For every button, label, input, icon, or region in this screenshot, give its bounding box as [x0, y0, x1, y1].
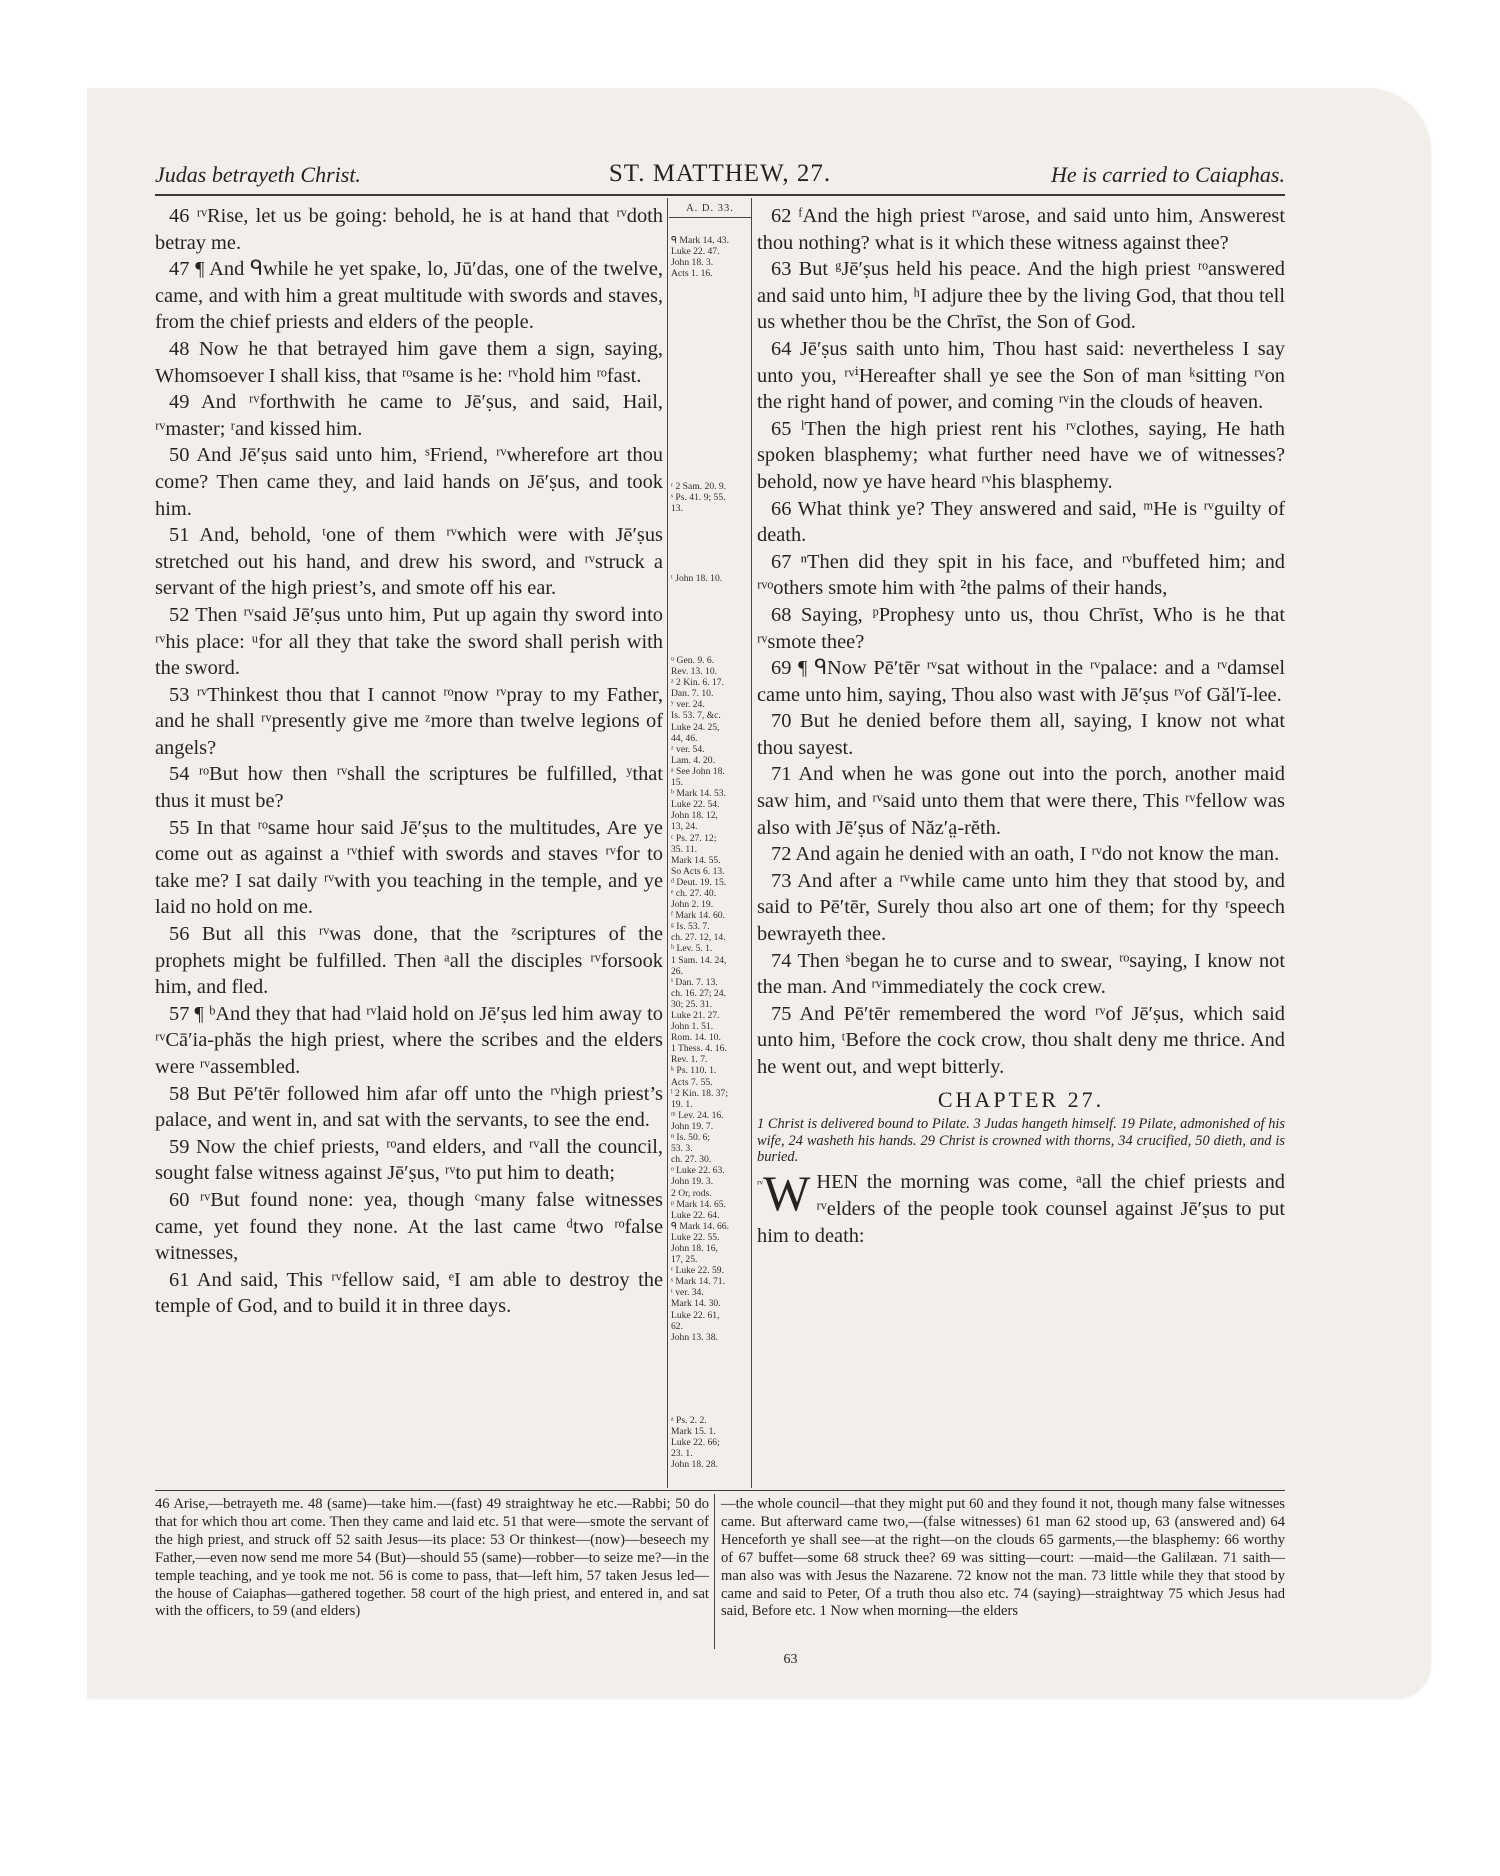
margin-reference: ʳ Luke 22. 59.: [671, 1265, 724, 1277]
verse: 47 ¶ And ᑫwhile he yet spake, lo, Jū′das, one of the twelve, came, and with him a great multitude with swords and staves, from the chief priests and elders of the people.: [155, 258, 663, 334]
verse: 61 And said, This ʳᵛfellow said, ᵉI am able to destroy the temple of God, and to build it in three days.: [155, 1268, 663, 1318]
margin-reference: ᶜ Ps. 27. 12;: [671, 832, 717, 844]
chapter-summary: 1 Christ is delivered bound to Pilate. 3 Judas hangeth himself. 19 Pilate, admonished of his wife, 24 washeth his hands. 29 Christ is crowned with thorns, 34 crucified, 50 dieth, and is buried.: [757, 1116, 1285, 1165]
margin-reference: John 19. 7.: [671, 1120, 714, 1132]
ref-group-4: [671, 655, 751, 1343]
verse: 75 And Pē′tēr remembered the word ʳᵛof Jē′ṣus, which said unto him, ᵗBefore the cock crow, thou shalt deny me thrice. And he went out, and wept bitterly.: [757, 1002, 1285, 1078]
margin-reference: Rev. 1. 7.: [671, 1054, 708, 1066]
margin-reference: 13.: [671, 503, 683, 515]
verse: 64 Jē′ṣus saith unto him, Thou hast said: nevertheless I say unto you, ʳᵛⁱHereafter shall ye see the Son of man ᵏsitting ʳᵛon the right hand of power, and coming ʳᵛin the clouds of heaven.: [757, 337, 1285, 414]
column-rule-left: [667, 198, 668, 1488]
running-head: [155, 162, 1285, 198]
verse: 67 ⁿThen did they spit in his face, and ʳᵛbuffeted him; and ʳᵛᵒothers smote him with ²the palms of their hands,: [757, 550, 1285, 600]
verse: 52 Then ʳᵛsaid Jē′ṣus unto him, Put up again thy sword into ʳᵛhis place: ᵘfor all they that take the sword shall perish with the sword.: [155, 603, 663, 680]
margin-reference: John 13. 38.: [671, 1331, 718, 1343]
margin-reference: ch. 27. 12, 14.: [671, 932, 726, 944]
margin-reference: ᵗ John 18. 10.: [671, 573, 723, 584]
margin-reference: Is. 53. 7, &c.: [671, 710, 721, 722]
margin-reference: ⁿ Is. 50. 6;: [671, 1132, 710, 1144]
verse: 57 ¶ ᵇAnd they that had ʳᵛlaid hold on Jē′ṣus led him away to ʳᵛCā′ia-phăs the high priest, where the scribes and the elders were ʳᵛassembled.: [155, 1002, 663, 1078]
margin-reference: ᑫ Mark 14. 43.: [671, 235, 729, 246]
header-right: He is carried to Caiaphas.: [1050, 162, 1285, 187]
margin-reference: ᶻ ver. 54.: [671, 743, 705, 755]
margin-reference: John 2. 19.: [671, 899, 714, 911]
margin-reference: ch. 27. 30.: [671, 1154, 712, 1166]
column-rule-right: [751, 198, 752, 1488]
margin-reference: ᵇ Mark 14. 53.: [671, 788, 726, 800]
verse: 50 And Jē′ṣus said unto him, ˢFriend, ʳᵛwherefore art thou come? Then came they, and laid hands on Jē′ṣus, and took him.: [155, 444, 663, 520]
verse: 62 ᶠAnd the high priest ʳᵛarose, and said unto him, Answerest thou nothing? what is it which these witness against thee?: [757, 205, 1285, 254]
margin-reference: John 19. 3.: [671, 1176, 714, 1188]
margin-reference: ᶻ 2 Kin. 6. 17.: [671, 677, 724, 689]
margin-reference: ᵏ Ps. 110. 1.: [671, 1065, 717, 1077]
header-left: Judas betrayeth Christ.: [155, 162, 361, 187]
margin-reference: 44, 46.: [671, 732, 698, 744]
margin-reference: Luke 21. 27.: [671, 1010, 720, 1021]
margin-reference: 1 Sam. 14. 24,: [671, 954, 727, 966]
ref-group-5: [671, 1415, 751, 1470]
verse: 59 Now the chief priests, ʳᵒand elders, and ʳᵛall the council, sought false witness against Jē′ṣus, ʳᵛto put him to death;: [155, 1135, 663, 1185]
margin-reference: John 18. 28.: [671, 1459, 718, 1471]
margin-reference: ᑫ Mark 14. 66.: [671, 1220, 729, 1232]
verse: 65 ˡThen the high priest rent his ʳᵛclothes, saying, He hath spoken blasphemy; what further need have we of witnesses? behold, now ye have heard ʳᵛhis blasphemy.: [757, 417, 1285, 493]
footnotes-right: —the whole council—that they might put 60 and they found it not, though many false witnesses came. But afterward came two,—(false witnesses) 61 man 62 stood up, 63 (answered and) 64 Henceforth ye shall see—at the right—on the clouds 65 garments,—the blasphemy: 66 worthy of 67 buffet—some 68 struck thee? 69 was sitting—court: —maid—the Galilæan. 71 saith—man also was with Jesus the Nazarene. 72 know not the man. 73 little while they that stood by came and said to Peter, Of a truth thou also etc. 74 (saying)—straightway 75 which Jesus had said, Before etc. 1 Now when morning—the elders: [721, 1496, 1285, 1620]
verse: 48 Now he that betrayed him gave them a sign, saying, Whomsoever I shall kiss, that ʳᵒsame is he: ʳᵛhold him ʳᵒfast.: [155, 337, 663, 387]
margin-reference: Luke 22. 66;: [671, 1437, 720, 1449]
margin-reference: 17, 25.: [671, 1254, 698, 1266]
dropcap-letter: W: [763, 1165, 811, 1222]
margin-reference: ᵉ ch. 27. 40.: [671, 887, 717, 899]
verse: 74 Then ˢbegan he to curse and to swear, ʳᵒsaying, I know not the man. And ʳᵛimmediately the cock crew.: [757, 949, 1285, 999]
margin-reference: 53. 3.: [671, 1143, 693, 1155]
margin-reference: Mark 14. 55.: [671, 854, 721, 866]
margin-reference: 15.: [671, 777, 683, 789]
first-verse-text: HEN the morning was come, ᵃall the chief priests and ʳᵛelders of the people took counsel against Jē′ṣus to put him to death:: [757, 1171, 1285, 1247]
verse: 46 ʳᵛRise, let us be going: behold, he is at hand that ʳᵛdoth betray me.: [155, 205, 663, 254]
footnotes-left: 46 Arise,—betrayeth me. 48 (same)—take him.—(fast) 49 straightway he etc.—Rabbi; 50 do that for which thou art come. Then they came and laid etc. 51 that were—smote the servant of the high priest, and struck off 52 saith Jesus—its place: 53 Or thinkest—(now)—beseech my Father,—even now send me more 54 (But)—should 55 (same)—robber—to seize me?—in the temple teaching, and ye took me not. 56 is come to pass, that—left him, 57 taken Jesus led—the house of Caiaphas—gathered together. 58 court of the high priest, and entered in, and sat with the officers, to 59 (and elders): [155, 1496, 709, 1620]
verse: 51 And, behold, ᵗone of them ʳᵛwhich were with Jē′ṣus stretched out his hand, and drew his sword, and ʳᵛstruck a servant of the high priest’s, and smote off his ear.: [155, 524, 663, 600]
margin-reference: ᵒ Luke 22. 63.: [671, 1165, 725, 1177]
verse: 49 And ʳᵛforthwith he came to Jē′ṣus, and said, Hail, ʳᵛmaster; ʳand kissed him.: [155, 391, 663, 440]
margin-reference: ᵃ See John 18.: [671, 765, 725, 777]
book-page: [87, 88, 1430, 1698]
ref-group-3: [671, 573, 751, 584]
verse: 72 And again he denied with an oath, I ʳᵛdo not know the man.: [771, 843, 1280, 866]
margin-reference: ʳ 2 Sam. 20. 9.: [671, 481, 727, 492]
verse: 70 But he denied before them all, saying, I know not what thou sayest.: [757, 710, 1285, 759]
header-rule: [155, 194, 1285, 196]
year-label: A. D. 33.: [669, 203, 751, 218]
margin-reference: Acts 7. 55.: [671, 1076, 713, 1088]
margin-reference: Acts 1. 16.: [671, 268, 713, 280]
verse: 55 In that ʳᵒsame hour said Jē′ṣus to the multitudes, Are ye come out as against a ʳᵛthief with swords and staves ʳᵛfor to take me? I sat daily ʳᵛwith you teaching in the temple, and ye laid no hold on me.: [155, 816, 663, 919]
header-center-title: ST. MATTHEW, 27.: [608, 160, 832, 187]
margin-reference: 1 Thess. 4. 16.: [671, 1043, 727, 1055]
verse: 60 ʳᵛBut found none: yea, though ᶜmany false witnesses came, yet found they none. At the last came ᵈtwo ʳᵒfalse witnesses,: [155, 1188, 663, 1265]
margin-reference: 23. 1.: [671, 1448, 693, 1460]
margin-reference: Luke 22. 61,: [671, 1309, 720, 1321]
margin-reference: 2 Or, rods.: [671, 1187, 712, 1199]
margin-reference: ʸ ver. 24.: [671, 699, 705, 711]
margin-reference: ᵃ Ps. 2. 2.: [671, 1415, 707, 1426]
margin-reference: 26.: [671, 965, 683, 977]
footnote-rule: [155, 1490, 1285, 1491]
margin-reference: Lam. 4. 20.: [671, 754, 715, 766]
verse: 63 But ᵍJē′ṣus held his peace. And the high priest ʳᵒanswered and said unto him, ʰI adjure thee by the living God, that thou tell us whether thou be the Chrīst, the Son of God.: [757, 258, 1285, 334]
margin-reference: Mark 14. 30.: [671, 1298, 721, 1310]
left-text-column: [155, 203, 663, 1320]
verse: 53 ʳᵛThinkest thou that I cannot ʳᵒnow ʳᵛpray to my Father, and he shall ʳᵛpresently give me ᶻmore than twelve legions of angels?: [155, 683, 663, 759]
margin-reference: ˡ 2 Kin. 18. 37;: [671, 1087, 729, 1099]
verse: 58 But Pē′tēr followed him afar off unto the ʳᵛhigh priest’s palace, and went in, and sat with the servants, to see the end.: [155, 1082, 663, 1132]
margin-reference: 30; 25. 31.: [671, 998, 713, 1010]
margin-reference: Luke 22. 64.: [671, 1209, 720, 1221]
margin-reference: Luke 22. 55.: [671, 1231, 720, 1243]
ref-group-2: [671, 481, 751, 514]
margin-reference: 13, 24.: [671, 821, 698, 833]
margin-reference: ch. 16. 27; 24.: [671, 987, 726, 999]
margin-reference: ᶠ Mark 14. 60.: [671, 910, 725, 922]
margin-reference: 19. 1.: [671, 1098, 693, 1110]
margin-reference: ʰ Lev. 5. 1.: [671, 943, 713, 955]
verse: 73 And after a ʳᵛwhile came unto him they that stood by, and said to Pē′tēr, Surely thou also art one of them; for thy ʳspeech bewrayeth thee.: [757, 869, 1285, 946]
verse: 71 And when he was gone out into the porch, another maid saw him, and ʳᵛsaid unto them that were there, This ʳᵛfellow was also with Jē′ṣus of Năz′a̤-rĕth.: [757, 763, 1285, 839]
margin-reference: 35. 11.: [671, 843, 698, 855]
margin-reference: Luke 22. 47.: [671, 246, 720, 258]
footnote-column-rule: [714, 1494, 715, 1649]
margin-reference: ˢ Mark 14. 71.: [671, 1276, 725, 1288]
verse: 54 ʳᵒBut how then ʳᵛshall the scriptures be fulfilled, ʸthat thus it must be?: [155, 763, 663, 813]
verse: 68 Saying, ᵖProphesy unto us, thou Chrīst, Who is he that ʳᵛsmote thee?: [757, 603, 1285, 653]
margin-reference: ᵍ Is. 53. 7.: [671, 921, 710, 933]
margin-reference: Luke 24. 25,: [671, 721, 720, 733]
margin-reference: ᵐ Lev. 24. 16.: [671, 1109, 724, 1121]
verse: 56 But all this ʳᵛwas done, that the ᶻscriptures of the prophets might be fulfilled. Then ᵃall the disciples ʳᵛforsook him, and fled.: [155, 923, 663, 999]
margin-reference: So Acts 6. 13.: [671, 865, 725, 877]
margin-reference: ᵘ Gen. 9. 6.: [671, 655, 715, 666]
right-text-column: [757, 203, 1285, 1249]
margin-reference: ˢ Ps. 41. 9; 55.: [671, 492, 726, 504]
margin-references-column: [669, 203, 751, 1471]
margin-reference: ᵈ Deut. 19. 15.: [671, 876, 727, 888]
margin-reference: ᵗ ver. 34.: [671, 1287, 704, 1299]
margin-reference: John 1. 51.: [671, 1021, 714, 1033]
verse: 69 ¶ ᑫNow Pē′tēr ʳᵛsat without in the ʳᵛpalace: and a ʳᵛdamsel came unto him, saying, Thou also wast with Jē′ṣus ʳᵛof Găl′ĭ-lee.: [757, 657, 1285, 706]
margin-reference: John 18. 3.: [671, 257, 714, 269]
margin-reference: Rev. 13. 10.: [671, 666, 718, 678]
margin-reference: ᵖ Mark 14. 65.: [671, 1198, 726, 1210]
margin-reference: Luke 22. 54.: [671, 799, 720, 811]
margin-reference: Dan. 7. 10.: [671, 688, 714, 700]
margin-reference: Mark 15. 1.: [671, 1426, 716, 1438]
margin-reference: Rom. 14. 10.: [671, 1032, 721, 1044]
margin-reference: ⁱ Dan. 7. 13.: [671, 976, 718, 988]
margin-reference: John 18. 12,: [671, 810, 718, 822]
dropcap-marker: ʳᵛ: [757, 1177, 764, 1192]
margin-reference: John 18. 16,: [671, 1242, 718, 1254]
margin-reference: 62.: [671, 1320, 683, 1332]
page-number: 63: [783, 1652, 798, 1667]
page-number-row: [87, 1652, 1430, 1668]
chapter-first-verse: [757, 1165, 1285, 1249]
verse: 66 What think ye? They answered and said, ᵐHe is ʳᵛguilty of death.: [757, 497, 1285, 547]
ref-group-1: [671, 235, 751, 279]
chapter-heading: CHAPTER 27.: [937, 1086, 1105, 1112]
